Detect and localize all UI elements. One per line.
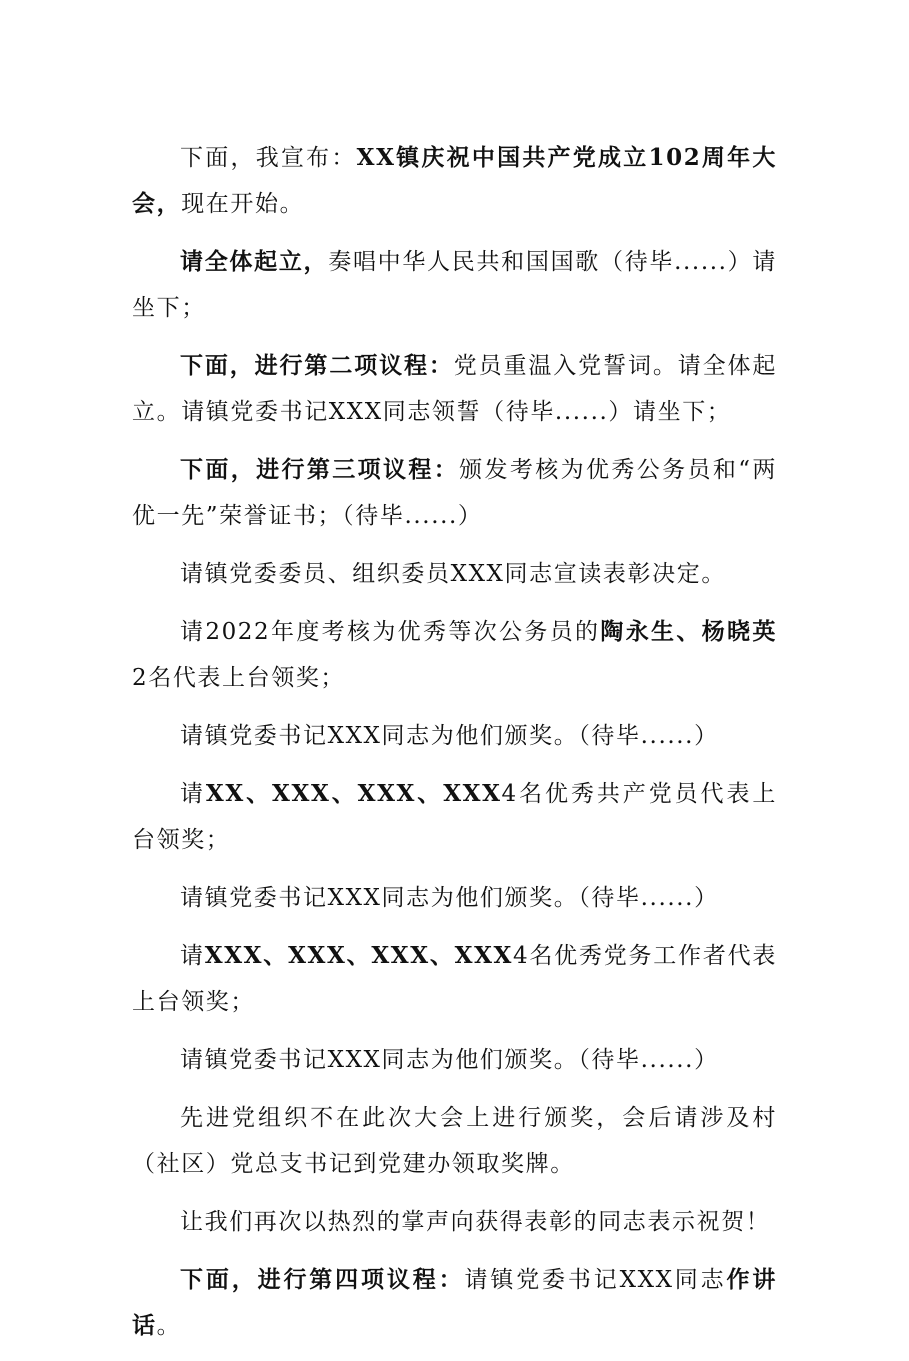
text-run: 下面，我宣布： (180, 145, 357, 171)
text-run: 请镇党委书记XXX同志为他们颁奖。（待毕......） (180, 1047, 719, 1073)
text-run: 。 (156, 1313, 182, 1339)
paragraph-applause (132, 1199, 777, 1245)
text-run-bold: 下面，进行第四项议程： (180, 1266, 465, 1293)
paragraph-agenda-2 (132, 343, 777, 435)
text-run-bold: 下面，进行第三项议程： (180, 456, 460, 483)
text-run: 2名代表上台领奖； (132, 665, 346, 691)
document-body (132, 135, 777, 1361)
text-run-bold: 下面，进行第二项议程： (180, 352, 454, 379)
text-run: 请 (180, 781, 206, 807)
text-run: 请2022年度考核为优秀等次公务员的 (180, 619, 601, 645)
text-run: 请 (180, 943, 205, 969)
text-run: 颁发考核为优秀公务员和“两优一先”荣誉证书；（待毕......） (132, 457, 778, 529)
paragraph-organizations (132, 1095, 777, 1187)
text-run: 请镇党委委员、组织委员XXX同志宣读表彰决定。 (180, 561, 726, 587)
paragraph-award-1 (132, 713, 777, 759)
paragraph-party-members (132, 771, 777, 863)
paragraph-read-decision (132, 551, 777, 597)
text-run-bold: XXX、XXX、XXX、XXX (204, 942, 513, 969)
paragraph-civil-servants (132, 609, 777, 701)
paragraph-award-2 (132, 875, 777, 921)
text-run: 4名优秀党务工作者代表上台领奖； (132, 943, 777, 1015)
text-run: 4名优秀共产党员代表上台领奖； (132, 781, 777, 853)
paragraph-agenda-4 (132, 1257, 777, 1349)
text-run: 请镇党委书记XXX同志为他们颁奖。（待毕......） (180, 885, 719, 911)
text-run: 请镇党委书记XXX同志为他们颁奖。（待毕......） (180, 723, 719, 749)
paragraph-award-3 (132, 1037, 777, 1083)
text-run-bold: XX镇庆祝中国共产党成立102周年大会， (132, 144, 777, 217)
text-run: 先进党组织不在此次大会上进行颁奖，会后请涉及村（社区）党总支书记到党建办领取奖牌。 (132, 1105, 777, 1177)
paragraph-opening (132, 135, 777, 227)
text-run-bold: 作讲话 (132, 1266, 777, 1339)
paragraph-agenda-3 (132, 447, 777, 539)
text-run: 让我们再次以热烈的掌声向获得表彰的同志表示祝贺！ (180, 1209, 771, 1235)
text-run: 请镇党委书记XXX同志 (464, 1267, 727, 1293)
text-run-bold: XX、XXX、XXX、XXX (205, 780, 502, 807)
text-run-bold: 请全体起立， (180, 248, 329, 275)
paragraph-party-workers (132, 933, 777, 1025)
text-run: 党员重温入党誓词。请全体起立。请镇党委书记XXX同志领誓（待毕......）请坐下； (132, 353, 777, 425)
text-run: 现在开始。 (181, 191, 305, 217)
text-run: 奏唱中华人民共和国国歌（待毕......）请坐下； (132, 249, 777, 321)
text-run-bold: 陶永生、杨晓英 (600, 618, 777, 645)
paragraph-anthem (132, 239, 777, 331)
